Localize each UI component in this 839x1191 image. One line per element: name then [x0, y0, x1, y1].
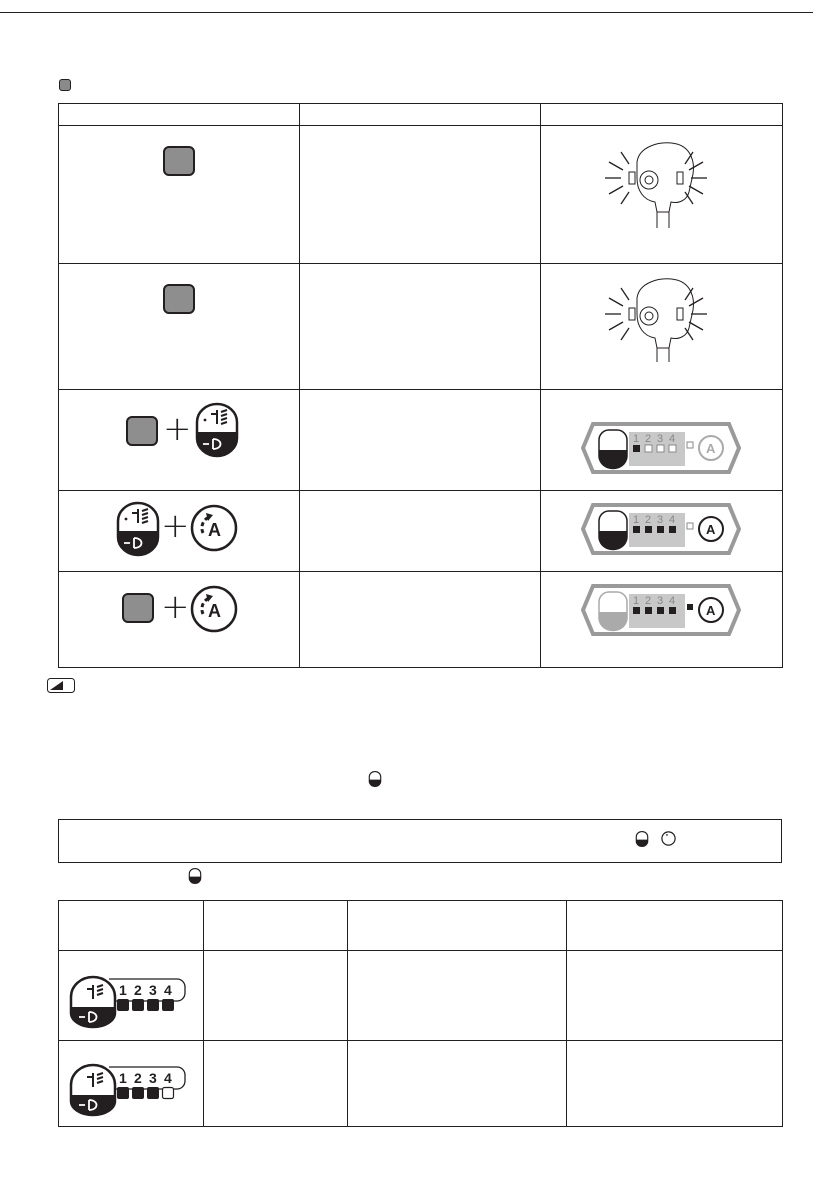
indicator-digit: 4 — [164, 1070, 172, 1086]
table-row-4-button — [59, 491, 300, 572]
header-cell-1 — [59, 901, 204, 951]
panel-digit: 1 — [632, 514, 639, 526]
mode-light-button-icon-small — [188, 868, 202, 884]
assist-a-button-icon — [189, 584, 239, 634]
a-letter: A — [208, 601, 221, 621]
header-cell-4 — [566, 901, 782, 951]
table-row-3-desc — [300, 390, 540, 491]
warning-box — [58, 819, 782, 863]
indicator-digit: 3 — [149, 1070, 157, 1086]
table-row-1-cell-4 — [566, 951, 782, 1041]
battery-table — [58, 900, 783, 1127]
assist-a-button-icon-small — [661, 831, 676, 846]
table-row-2-cell-2 — [203, 1041, 348, 1127]
mode-light-button-icon — [114, 501, 162, 557]
note-pencil-icon — [47, 678, 75, 693]
indicator-digit: 4 — [164, 982, 172, 998]
control-panel-illustration — [581, 420, 741, 476]
panel-a-label: A — [705, 441, 716, 456]
grey-button-icon — [163, 146, 195, 176]
table-row-2-cell-3 — [348, 1041, 566, 1127]
indicator-digit: 2 — [134, 982, 142, 998]
capacity-indicator-full-icon — [69, 967, 197, 1031]
panel-digit: 3 — [656, 514, 663, 526]
table-row-1-cell-3 — [348, 951, 566, 1041]
grey-button-icon — [163, 284, 195, 314]
table-row-4-figure — [540, 491, 782, 572]
header-cell-1 — [59, 104, 300, 126]
impact-driver-blinking-icon — [599, 268, 719, 368]
panel-digit: 3 — [656, 595, 663, 607]
impact-driver-blinking-icon — [599, 132, 719, 232]
header-cell-3 — [348, 901, 566, 951]
header-rule — [0, 12, 813, 13]
panel-digit: 4 — [668, 433, 675, 445]
assist-a-button-icon — [189, 503, 239, 553]
plus-sign: + — [163, 409, 192, 449]
table-row-2-desc — [300, 264, 540, 390]
table-row-1-desc — [300, 126, 540, 264]
panel-a-label: A — [705, 522, 716, 537]
a-letter: A — [208, 520, 221, 540]
panel-a-label: A — [705, 603, 716, 618]
mode-light-button-icon-small — [368, 771, 382, 787]
capacity-indicator-three-icon — [69, 1055, 197, 1119]
table-row-2-button — [59, 264, 300, 390]
panel-digit: 4 — [668, 595, 675, 607]
header-cell-2 — [203, 901, 348, 951]
mode-light-button-icon — [193, 402, 241, 458]
table-row-1-figure — [540, 126, 782, 264]
grey-button-icon — [126, 416, 158, 446]
indicator-digit: 2 — [134, 1070, 142, 1086]
panel-digit: 2 — [644, 433, 651, 445]
table-row-3-button — [59, 390, 300, 491]
table-row-1-cell-2 — [203, 951, 348, 1041]
panel-digit: 1 — [632, 595, 639, 607]
table-row-2-figure — [540, 264, 782, 390]
header-cell-2 — [300, 104, 540, 126]
mode-table — [58, 103, 783, 668]
plus-sign: + — [161, 506, 190, 546]
control-panel-illustration — [581, 501, 741, 557]
table-row-4-desc — [300, 491, 540, 572]
indicator-digit: 1 — [119, 982, 127, 998]
table-row-1-button — [59, 126, 300, 264]
grey-button-icon — [122, 593, 154, 623]
indicator-digit: 3 — [149, 982, 157, 998]
grey-square-button-icon — [59, 79, 71, 91]
table-row-1-indicator — [59, 951, 204, 1041]
header-cell-3 — [540, 104, 782, 126]
mode-light-button-icon-small — [635, 831, 649, 847]
table-row-5-button — [59, 572, 300, 668]
control-panel-illustration — [581, 582, 741, 638]
panel-digit: 2 — [644, 595, 651, 607]
panel-digit: 2 — [644, 514, 651, 526]
table-row-2-cell-4 — [566, 1041, 782, 1127]
table-row-2-indicator — [59, 1041, 204, 1127]
panel-digit: 3 — [656, 433, 663, 445]
table-row-5-desc — [300, 572, 540, 668]
indicator-digit: 1 — [119, 1070, 127, 1086]
table-row-5-figure — [540, 572, 782, 668]
table-row-3-figure — [540, 390, 782, 491]
panel-digit: 1 — [632, 433, 639, 445]
plus-sign: + — [161, 587, 190, 627]
panel-digit: 4 — [668, 514, 675, 526]
